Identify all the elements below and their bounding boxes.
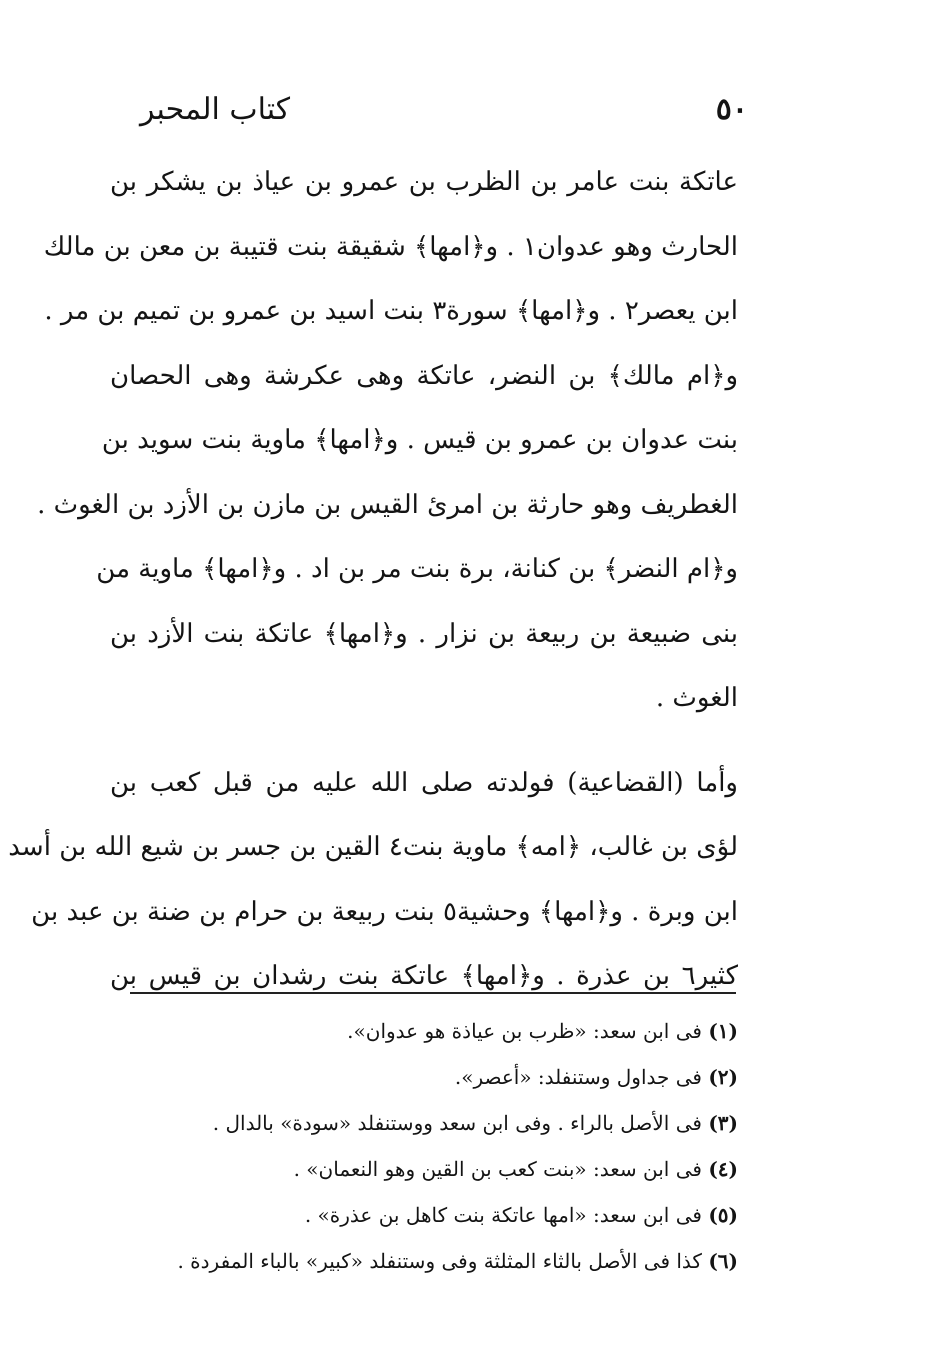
footnote-number: (٤) <box>708 1157 738 1181</box>
footnote-text: فى ابن سعد: «ظرب بن عياذة هو عدوان». <box>347 1019 702 1043</box>
text-line: ابن وبرة . و﴿امها﴾ وحشية٥ بنت ربيعة بن حرام بن ضنة بن عبد بن <box>31 896 738 927</box>
footnote-number: (١) <box>708 1019 738 1043</box>
text-line: و﴿ام النضر﴾ بن كنانة، برة بنت مر بن اد . و﴿امها﴾ ماوية من <box>96 554 738 584</box>
footnote <box>110 1100 738 1146</box>
text-line: بنت عدوان بن عمرو بن قيس . و﴿امها﴾ ماوية بنت سويد بن <box>101 425 738 455</box>
footnote <box>110 1008 738 1054</box>
text-line: ابن يعصر٢ . و﴿امها﴾ سورة٣ بنت اسيد بن عمرو بن تميم بن مر . <box>44 296 738 326</box>
text-line: بنى ضبيعة بن ربيعة بن نزار . و﴿امها﴾ عاتكة بنت الأزد بن <box>110 618 738 649</box>
footnote-number: (٢) <box>708 1065 738 1089</box>
text-line: الغوث . <box>655 683 738 713</box>
text-line: عاتكة بنت عامر بن الظرب بن عمرو بن عياذ بن يشكر بن <box>110 167 738 197</box>
page-header <box>110 92 748 142</box>
footnote-text: فى الأصل بالراء . وفى ابن سعد ووستنفلد «سودة» بالدال . <box>212 1111 702 1135</box>
text-line: وأما (القضاعية) فولدته صلى الله عليه من قبل كعب بن <box>110 767 738 798</box>
footnote-number: (٣) <box>708 1111 738 1135</box>
running-title: كتاب المحبر <box>140 92 291 127</box>
footnote-text: فى ابن سعد: «بنت كعب بن القين وهو النعمان» . <box>293 1157 702 1181</box>
footnote-text: فى جداول وستنفلد: «أعصر». <box>454 1065 702 1089</box>
text-line: الغطريف وهو حارثة بن امرئ القيس بن مازن بن الأزد بن الغوث . <box>37 489 738 520</box>
text-line: الحارث وهو عدوان١ . و﴿امها﴾ شقيقة بنت قتيبة بن معن بن مالك <box>43 231 738 262</box>
text-line: كثير٦ بن عذرة . و﴿امها﴾ عاتكة بنت رشدان بن قيس بن <box>110 961 738 991</box>
body-text <box>8 150 738 1009</box>
paragraph-gap <box>110 731 738 751</box>
footnote-text: كذا فى الأصل بالثاء المثلثة وفى وستنفلد «كبير» بالباء المفردة . <box>177 1249 702 1273</box>
footnote <box>110 1192 738 1238</box>
text-line: لؤى بن غالب، ﴿امه﴾ ماوية بنت٤ القين بن جسر بن شيع الله بن أسد <box>8 832 738 862</box>
footnote-number: (٥) <box>708 1203 738 1227</box>
footnotes <box>110 1008 738 1284</box>
footnote <box>110 1238 738 1284</box>
page-number: ٥٠ <box>715 92 748 127</box>
footnote-number: (٦) <box>708 1249 738 1273</box>
text-line: و﴿ام مالك﴾ بن النضر، عاتكة وهى عكرشة وهى الحصان <box>110 360 738 391</box>
footnote <box>110 1054 738 1100</box>
footnote-text: فى ابن سعد: «امها عاتكة بنت كاهل بن عذرة» . <box>304 1203 702 1227</box>
footnote-divider <box>130 992 736 994</box>
footnote <box>110 1146 738 1192</box>
